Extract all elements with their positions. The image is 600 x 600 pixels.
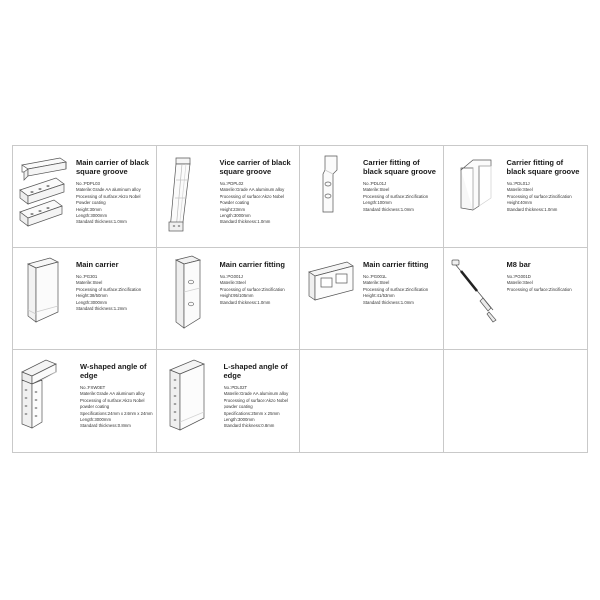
product-specs: [507, 274, 585, 293]
spec-line: Powder coating: [76, 200, 106, 206]
spec-line: Materile:Steel: [506, 280, 533, 286]
spec-line: Materile:Steel: [363, 187, 390, 193]
product-title: Carrier fitting of black square groove: [506, 158, 580, 176]
spec-line: Materile:Steel: [363, 280, 390, 286]
spec-line: Height:38/50mm: [76, 293, 108, 299]
product-info: [507, 150, 585, 213]
spec-line: Processing of surface:Akzo Nobel: [223, 397, 288, 403]
product-cell-empty: [300, 350, 444, 452]
spec-line: Standard thickness:1.0mm: [363, 299, 414, 305]
product-title: Main carrier of black square groove: [76, 158, 149, 176]
spec-line: powder coating: [80, 404, 110, 410]
product-specs: [363, 274, 440, 306]
spec-line: Length:3000mm: [219, 213, 251, 219]
product-specs: [80, 385, 153, 430]
product-cell[interactable]: [13, 146, 157, 248]
spec-line: Processing of surface:Zincification: [506, 193, 572, 199]
spec-line: No.:PDPL02: [219, 181, 244, 186]
spec-line: Processing of surface:Zincification: [363, 286, 429, 292]
product-info: [220, 252, 297, 306]
spec-line: Processing of surface:Zincification: [363, 193, 429, 199]
spec-line: powder coating: [223, 404, 253, 410]
product-info: [303, 354, 440, 367]
product-title: L-shaped angle of edge: [223, 362, 288, 380]
product-title: Vice carrier of black square groove: [219, 158, 291, 176]
product-specs: [224, 385, 297, 430]
product-info: [76, 150, 153, 226]
spec-line: No.:PG001D: [506, 274, 531, 279]
product-specs: [76, 274, 153, 312]
spec-line: No.:PDL01J: [506, 181, 530, 186]
spec-line: Height:95/105mm: [219, 293, 254, 299]
product-info: [363, 252, 440, 306]
spec-line: Powder coating: [219, 200, 250, 206]
spec-line: Standard thickness:1.0mm: [219, 299, 271, 305]
product-specs: [363, 181, 440, 213]
spec-line: Height:40mm: [506, 200, 533, 206]
spec-line: Height:23mm: [219, 206, 246, 212]
product-specs: [507, 181, 585, 213]
threaded-rod-icon: [447, 252, 505, 344]
spec-line: Processing of surface:Zincification: [76, 286, 142, 292]
angle-connector-icon: [160, 252, 218, 344]
product-title: M8 bar: [506, 260, 531, 269]
spec-line: Standard thickness:1.0mm: [219, 219, 271, 225]
spec-line: Height:41/53mm: [363, 293, 395, 299]
product-catalog-sheet: [12, 145, 588, 453]
product-info: [224, 354, 297, 430]
product-title: Main carrier fitting: [363, 260, 429, 269]
flat-bracket-icon: [303, 150, 361, 242]
product-specs: [76, 181, 153, 226]
spec-line: Materile:Steel: [506, 187, 533, 193]
channel-bar-perforated-icon: [16, 150, 74, 242]
spec-line: No.:PG301: [76, 274, 98, 279]
product-cell-empty: [444, 350, 588, 452]
product-specs: [220, 181, 297, 226]
product-info: [80, 354, 153, 430]
spec-line: Standard thickness:1.2mm: [76, 306, 127, 312]
product-cell[interactable]: [300, 146, 444, 248]
spec-line: Standard thickness:1.0mm: [363, 206, 414, 212]
u-clip-bracket-icon: [447, 150, 505, 242]
spec-line: Materile:Grade AA aluminum alloy: [219, 187, 285, 193]
spec-line: Length:3000mm: [80, 417, 112, 423]
product-info: [363, 150, 440, 213]
product-info: [76, 252, 153, 312]
spec-line: Materile:Grade AA aluminum alloy: [80, 391, 145, 397]
product-specs: [220, 274, 297, 306]
channel-bar-slim-icon: [160, 150, 218, 242]
spec-line: Specifications:25mm x 25mm: [223, 410, 280, 416]
spec-line: Processing of surface:Zincification: [506, 286, 572, 292]
product-cell[interactable]: [157, 146, 301, 248]
spec-line: Processing of surface:Zincification: [219, 286, 285, 292]
product-cell[interactable]: [300, 248, 444, 350]
spec-line: Processing of surface:Akzo Nobel: [80, 397, 145, 403]
plate-splice-icon: [303, 252, 361, 344]
spec-line: Processing of surface:Akzo Nobel: [76, 193, 141, 199]
spec-line: Materile:Grade AA aluminum alloy: [223, 391, 289, 397]
product-cell[interactable]: [13, 350, 157, 452]
spec-line: Length:100mm: [363, 200, 392, 206]
l-angle-icon: [160, 354, 222, 446]
product-cell[interactable]: [13, 248, 157, 350]
product-cell[interactable]: [444, 248, 588, 350]
spec-line: No.:PDL02T: [223, 385, 248, 390]
spec-line: Materile:Grade AA aluminum alloy: [76, 187, 141, 193]
spec-line: Materile:Steel: [76, 280, 103, 286]
spec-line: Standard thickness:1.0mm: [76, 219, 127, 225]
spec-line: Length:3000mm: [76, 213, 108, 219]
c-channel-icon: [16, 252, 74, 344]
product-info: [220, 150, 297, 226]
w-angle-icon: [16, 354, 78, 446]
product-title: Main carrier: [76, 260, 119, 269]
product-cell[interactable]: [157, 350, 301, 452]
spec-line: No.:PG001J: [219, 274, 243, 279]
product-title: W-shaped angle of edge: [80, 362, 147, 380]
product-grid: [13, 146, 587, 452]
spec-line: Standard thickness:0.8mm: [223, 423, 275, 429]
product-info: [447, 354, 585, 367]
product-title: Main carrier fitting: [219, 260, 285, 269]
spec-line: Length:3000mm: [223, 417, 255, 423]
product-cell[interactable]: [157, 248, 301, 350]
spec-line: No.:PDL01J: [363, 181, 387, 186]
spec-line: No.:PG001L: [363, 274, 387, 279]
spec-line: Specifications:24mm x 24mm x 24mm: [80, 410, 153, 416]
product-title: Carrier fitting of black square groove: [363, 158, 436, 176]
product-cell[interactable]: [444, 146, 588, 248]
spec-line: Height:30mm: [76, 206, 102, 212]
spec-line: Standard thickness:0.8mm: [80, 423, 131, 429]
spec-line: Standard thickness:1.0mm: [506, 206, 558, 212]
spec-line: Processing of surface:Akzo Nobel: [219, 193, 284, 199]
spec-line: No.:FXW0ET: [80, 385, 106, 390]
spec-line: No.:PDPL03: [76, 181, 100, 186]
product-info: [507, 252, 585, 293]
spec-line: Materile:Steel: [219, 280, 246, 286]
spec-line: Length:3000mm: [76, 299, 108, 305]
